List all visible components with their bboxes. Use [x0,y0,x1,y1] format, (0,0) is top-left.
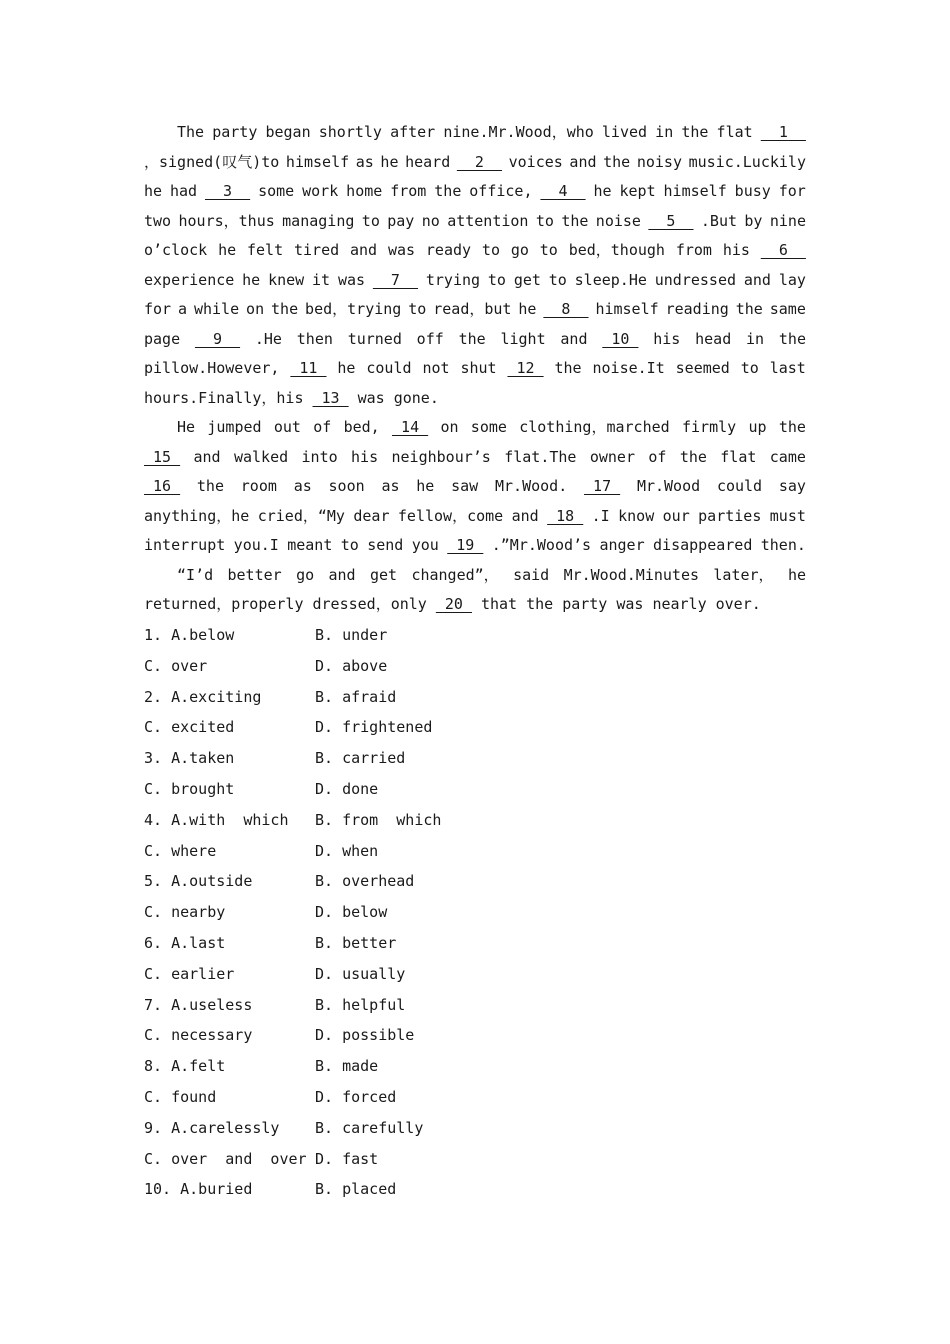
passage-word: the [561,211,589,230]
passage-word: ，signed(叹气)to [144,152,280,171]
passage-word: himself [285,152,350,171]
option-right: B. carried [315,749,406,768]
option-left: C. found [144,1087,217,1106]
passage-word: to [740,359,759,377]
passage-word: flat [716,123,753,141]
passage-line [144,236,806,266]
passage-word: hours，thus [178,211,275,230]
passage-word: noise.It [592,359,665,377]
passage-word: gone. [393,388,439,407]
passage-line [144,207,806,237]
option-right: B. afraid [315,687,397,706]
passage-word: the [681,123,709,141]
passage-word: up [748,418,767,436]
passage-word: was [357,388,385,407]
passage-word: ready [425,241,472,259]
passage-word: dear [353,506,390,525]
option-left: 9. A.carelessly [144,1118,280,1137]
passage-word: in [655,123,674,141]
option-left: C. earlier [144,964,235,983]
passage-word: experience [144,270,235,289]
option-right: B. placed [315,1180,397,1199]
passage-word: and [743,270,771,289]
passage-line [144,443,806,473]
passage-word: kept [619,182,656,200]
option-row [144,1144,644,1175]
passage-word: later， [713,565,774,584]
option-right: D. fast [315,1149,379,1168]
passage-line [144,118,806,148]
passage-line [144,354,806,384]
passage-word: anything，he [144,506,250,525]
option-row [144,805,644,836]
passage-word: o’clock [144,241,208,259]
answer-blank: 19 [447,536,484,554]
passage-word: he [144,182,163,200]
passage-word: read，but [433,300,512,318]
passage-word: flat [720,447,757,466]
passage-word: trying [425,270,481,289]
passage-word: he [518,300,537,318]
option-left: 10. A.buried [144,1180,253,1199]
passage-word: from [675,241,712,259]
passage-word: his [722,241,750,259]
passage-word: knew [268,270,305,289]
passage-word: on [440,418,459,436]
answer-blank: 20 [435,595,472,613]
passage-word: some [258,182,295,200]
option-row [144,959,644,990]
passage-word: reading [665,300,729,318]
passage-word: page [144,329,181,348]
option-right: B. made [315,1057,379,1076]
passage-word: some [470,418,507,436]
passage-line [144,561,806,591]
passage-word: the [735,300,763,318]
passage-line [144,413,806,443]
passage-word: “I’d [177,565,214,584]
passage-word: room [240,477,277,495]
passage-word: two [144,211,172,230]
passage-word: .I [591,506,610,525]
passage-word: cried，“My [257,506,345,525]
passage-word: .He [254,329,282,348]
passage-word: lived [601,123,648,141]
answer-blank: 5 [648,211,694,230]
passage-word: disappeared [653,536,753,554]
passage-word: nearly [652,595,707,613]
passage-word: turned [347,329,402,348]
passage-word: must [769,506,806,525]
option-row [144,928,644,959]
passage-word: to [361,211,380,230]
passage-word: not [422,359,450,377]
passage-word: head [695,329,732,348]
passage-word: then [296,329,333,348]
passage-word: said [513,565,550,584]
option-row [144,990,644,1021]
option-row [144,651,644,682]
passage-word: could [366,359,412,377]
passage-word: his [351,447,379,466]
option-left: C. necessary [144,1026,253,1045]
answer-blank: 15 [144,447,181,466]
answer-blank: 4 [540,182,586,200]
passage-word: hours.Finally，his [144,388,304,407]
passage-word: to [408,300,427,318]
option-right: D. done [315,779,379,798]
passage-word: last [769,359,806,377]
passage-word: pillow.However, [144,359,280,377]
passage-word: for [778,182,806,200]
option-right: B. under [315,626,388,644]
passage-word: walked [233,447,289,466]
option-row [144,1113,644,1144]
passage-word: heard [405,152,451,171]
option-row [144,866,644,897]
passage-word: felt [247,241,284,259]
option-right: D. forced [315,1087,397,1106]
passage-word: no [421,211,440,230]
passage-word: send [367,536,404,554]
option-left: 1. A.below [144,626,235,644]
passage-word: to [539,241,558,259]
passage-line [144,177,806,207]
passage-word: as [381,477,400,495]
passage-word: he [337,359,356,377]
passage-word: and [350,241,378,259]
passage-word: work [302,182,339,200]
option-row [144,1082,644,1113]
passage-word: flat.The [504,447,577,466]
passage-word: anger [599,536,645,554]
passage-word: voices [508,152,563,171]
option-left: 6. A.last [144,933,226,952]
option-right: D. below [315,903,388,922]
passage-word: off [416,329,444,348]
option-left: C. where [144,841,217,860]
passage-word: began [265,123,311,141]
passage-line [144,325,806,355]
passage-word: parties [698,506,762,525]
passage-word: while [193,300,240,318]
passage-word: .But [700,211,738,230]
passage-word: light [500,329,546,348]
passage-word: into [301,447,338,466]
passage-word: and [193,447,221,466]
option-left: 4. A.with which [144,810,289,829]
passage-word: pay [387,211,415,230]
passage-word: bed，trying [305,300,402,318]
passage-word: shut [460,359,497,377]
passage-word: out [273,418,301,436]
answer-options [144,620,644,1205]
option-right: B. helpful [315,995,406,1014]
answer-blank: 1 [760,123,806,141]
option-row [144,774,644,805]
option-left: 2. A.exciting [144,687,262,706]
option-row [144,743,644,774]
option-right: B. better [315,933,397,952]
passage-word: had [169,182,198,200]
passage-word: tired [293,241,340,259]
passage-word: the [679,447,707,466]
passage-word: himself [663,182,727,200]
passage-word: to [481,241,500,259]
passage-word: he [787,565,806,584]
answer-blank: 18 [547,506,584,525]
passage-word: on [246,300,265,318]
option-row [144,1051,644,1082]
option-left: 7. A.useless [144,995,253,1014]
passage-line [144,384,806,414]
passage-word: fellow，come [397,506,504,525]
passage-word: returned，properly [144,595,304,613]
passage-line [144,502,806,532]
option-right: D. possible [315,1026,415,1045]
passage-word: the [458,329,486,348]
passage-word: and [569,152,597,171]
passage-word: noisy [636,152,682,171]
passage-word: The [177,123,205,141]
passage-word: to [535,211,554,230]
passage-word: Mr.Wood.Minutes [563,565,700,584]
passage-word: seemed [675,359,730,377]
passage-line [144,295,806,325]
passage-word: attention [447,211,529,230]
passage-word: was [616,595,644,613]
passage-word: Mr.Wood. [495,477,568,495]
passage-word: the [603,152,631,171]
passage-word: interrupt [144,536,226,554]
option-row [144,836,644,867]
passage-word: he [242,270,261,289]
passage-word: nine.Mr.Wood，who [443,123,594,141]
passage-word: in [746,329,765,348]
answer-blank: 3 [205,182,251,200]
passage-word: by [744,211,763,230]
passage-word: get [369,565,398,584]
passage-word: .”Mr.Wood’s [491,536,592,554]
answer-blank: 8 [543,300,589,318]
passage-word: busy [734,182,771,200]
option-left: 3. A.taken [144,749,235,768]
passage-word: get [513,270,541,289]
passage-word: our [662,506,690,525]
passage-word: the [554,359,582,377]
passage-word: party [212,123,258,141]
passage-word: same [769,300,806,318]
passage-word: neighbour’s [391,447,491,466]
option-left: 8. A.felt [144,1057,226,1076]
option-left: C. over and over [144,1149,307,1168]
option-right: D. frightened [315,718,433,737]
passage-word: office, [469,182,533,200]
passage-word: the [778,418,806,436]
answer-blank: 17 [584,477,621,495]
passage-word: the [778,329,806,348]
passage-word: changed”， [411,565,499,584]
answer-blank: 6 [760,241,806,259]
option-right: D. when [315,841,379,860]
option-right: D. usually [315,964,406,983]
passage-word: as [293,477,312,495]
answer-blank: 14 [392,418,429,436]
passage-word: of [648,447,667,466]
answer-blank: 2 [456,152,503,171]
passage-word: jumped [207,418,262,436]
option-row [144,712,644,743]
passage-word: a [178,300,188,318]
passage-word: came [769,447,806,466]
passage-word: dressed，only [312,595,427,613]
passage-word: of [313,418,332,436]
passage-word: firmly [681,418,737,436]
passage-word: He [177,418,196,436]
option-right: B. overhead [315,872,415,891]
passage-word: owner [589,447,635,466]
passage-word: was [337,270,366,289]
passage-word: then. [760,536,806,554]
passage-line [144,590,806,620]
option-left: C. excited [144,718,235,737]
passage-word: and [328,565,356,584]
passage-word: meant [287,536,333,554]
passage-word: saw [451,477,479,495]
passage-word: undressed [654,270,737,289]
answer-blank: 7 [372,270,419,289]
passage-word: and [511,506,539,525]
passage-word: bed，though [568,241,665,259]
option-row [144,1174,644,1205]
option-row [144,682,644,713]
option-left: 5. A.outside [144,872,253,891]
option-row [144,620,644,651]
passage-word: sleep.He [574,270,647,289]
passage-line [144,472,806,502]
passage-word: better [227,565,282,584]
option-right: B. from which [315,810,442,829]
passage-word: he [416,477,435,495]
passage-word: go [296,565,315,584]
passage-word: from [390,182,427,200]
passage-word: for [144,300,172,318]
passage-word: to [487,270,506,289]
passage-word: he [380,152,399,171]
passage-word: that [480,595,518,613]
passage-word: the [271,300,299,318]
passage-word: know [618,506,655,525]
passage-line [144,266,806,296]
passage-line [144,531,806,561]
option-row [144,897,644,928]
passage-word: nine [769,211,806,230]
passage-word: managing [282,211,355,230]
passage-word: to [548,270,567,289]
option-left: C. brought [144,779,235,798]
option-left: C. nearby [144,903,226,922]
passage-word: the [434,182,462,200]
passage-word: he [218,241,237,259]
answer-blank: 12 [507,359,544,377]
passage-word: noise [595,211,641,230]
passage-word: the [526,595,554,613]
passage-word: the [196,477,224,495]
passage-word: could [716,477,763,495]
passage-word: shortly [318,123,382,141]
answer-blank: 13 [312,388,349,407]
passage-word: over. [715,595,761,613]
passage-word: say [778,477,806,495]
option-left: C. over [144,656,208,675]
passage-word: as [355,152,374,171]
passage-word: you [411,536,439,554]
passage-word: soon [328,477,365,495]
passage-word: Mr.Wood [636,477,701,495]
passage-word: to [340,536,359,554]
cloze-passage [144,118,806,620]
passage-word: it [312,270,331,289]
passage-word: his [653,329,681,348]
passage-word: he [593,182,612,200]
option-right: B. carefully [315,1118,424,1137]
passage-word: and [560,329,588,348]
passage-word: party [562,595,608,613]
option-row [144,1020,644,1051]
passage-word: lay [778,270,806,289]
passage-word: bed, [343,418,380,436]
passage-word: you.I [233,536,279,554]
answer-blank: 11 [290,359,327,377]
option-right: D. above [315,656,388,675]
passage-word: was [387,241,416,259]
answer-blank: 10 [602,329,639,348]
passage-word: himself [595,300,659,318]
passage-word: clothing，marched [519,418,670,436]
passage-line [144,148,806,178]
passage-word: after [390,123,436,141]
answer-blank: 16 [144,477,181,495]
passage-word: home [346,182,383,200]
passage-word: go [510,241,529,259]
passage-word: music.Luckily [688,152,806,171]
answer-blank: 9 [194,329,241,348]
